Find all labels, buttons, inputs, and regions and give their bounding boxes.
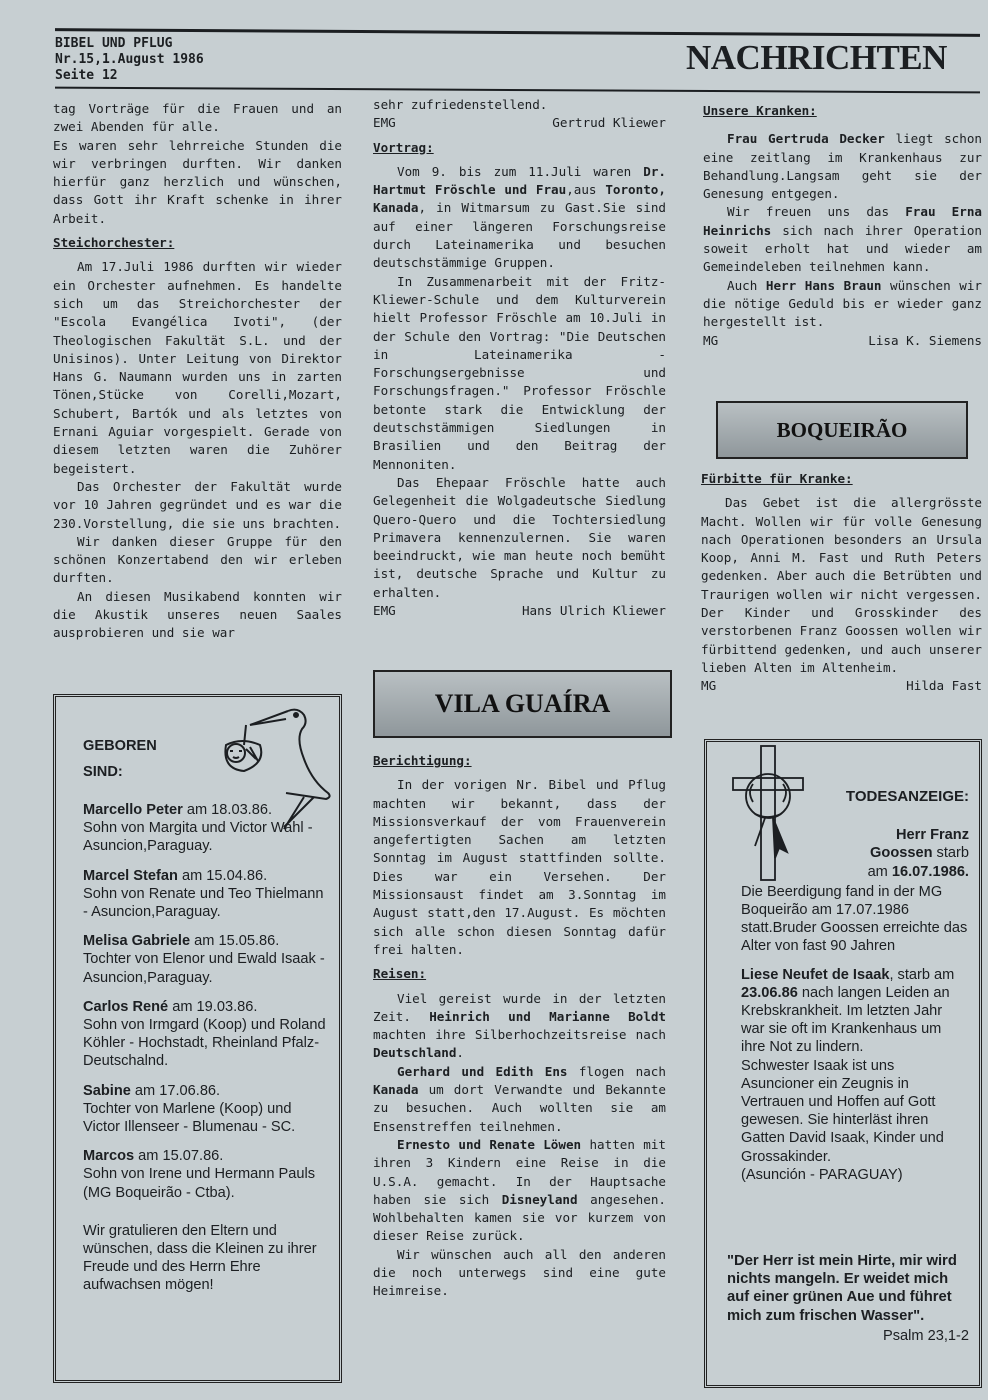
masthead-issue: Nr.15,1.August 1986 xyxy=(55,52,204,67)
col2-paragraph: Gerhard und Edith Ens flogen nach Kanada um dort Verwandte und Bekannte zu besuchen. Auch wollten sie am Ensenstreffen teilnehmen. xyxy=(373,1063,666,1134)
birth-date: am 18.03.86. xyxy=(182,802,273,818)
col1-paragraph: tag Vorträge für die Frauen und an zwei Abenden für alle. xyxy=(53,101,342,135)
col2-paragraph: sehr zufriedenstellend. xyxy=(373,97,548,112)
birth-date: am 15.07.86. xyxy=(134,1148,224,1165)
col1-paragraph: An diesen Musikabend konnten wir die Akustik unseres neuen Saales ausprobieren und sie war xyxy=(53,588,342,641)
column-3 xyxy=(703,96,982,350)
page-title: NACHRICHTEN xyxy=(686,38,947,77)
child-name: Carlos René xyxy=(83,998,169,1015)
child-name: Marcello Peter xyxy=(83,802,183,818)
signature-line xyxy=(373,602,666,620)
death-place: (Asunción - PARAGUAY) xyxy=(741,1166,903,1183)
birth-date: am 17.06.86. xyxy=(130,1082,221,1099)
child-name: Sabine xyxy=(83,1082,131,1099)
section-heading: Reisen: xyxy=(373,966,427,982)
masthead-page: Seite 12 xyxy=(55,68,118,83)
signature-author: Hilda Fast xyxy=(906,678,982,694)
column-3-lower xyxy=(701,464,982,696)
signature-author: Lisa K. Siemens xyxy=(868,332,982,348)
death-notice-heading: TODESANZEIGE: xyxy=(845,788,969,805)
col1-paragraph: Wir danken dieser Gruppe für den schönen Konzertabend den wir erleben durften. xyxy=(53,533,342,586)
col3-paragraph: Wir freuen uns das Frau Erna Heinrichs sich nach ihrer Operation soweit erholt hat und wieder am Gemeindeleben teilnehmen kann. xyxy=(703,204,982,275)
death-announcement: Liese Neufet de Isaak, starb am 23.06.86 nach langen Leiden an Krebskrankheit. Im letzten Jahr war sie oft im Krankenhaus um ihre Not zu lindern. xyxy=(741,966,955,1056)
col3-paragraph: Frau Gertruda Decker liegt schon eine zeitlang im Krankenhaus zur Behandlung.Langsam geht sie der Genesung entgegen. xyxy=(703,131,982,202)
column-2-lower xyxy=(373,746,666,1301)
col1-paragraph: Am 17.Juli 1986 durften wir wieder ein Orchester aufnehmen. Es handelte sich um das Streichorchester der "Escola Evangélica Ivoti", (der Theologischen Fakultät S.L. und der Unisinos). Unter Leitung von Direktor Hans G. Naumann wurden uns in zarten Tönen,Stücke von Corelli,Mozart, Schubert, Bartók und als letztes von Ernani Aguiar vorgespielt. Gerade von diesem letzten waren die Zuhörer begeistert. xyxy=(53,259,342,476)
child-name: Marcel Stefan xyxy=(83,867,178,884)
section-heading: Vortrag: xyxy=(373,139,434,155)
signature-org: EMG xyxy=(373,603,396,619)
bible-reference: Psalm 23,1-2 xyxy=(883,1327,969,1344)
death-paragraph: Die Beerdigung fand in der MG Boqueirão am 17.07.1986 statt.Bruder Goossen erreichte das Alter von fast 90 Jahren xyxy=(741,883,968,955)
bible-quote: "Der Herr ist mein Hirte, mir wird nichts mangeln. Er weidet mich auf einer grünen Aue und führet mich zum frischen Wasser". xyxy=(727,1253,957,1324)
signature-org: EMG xyxy=(373,115,396,131)
birth-entry xyxy=(83,1147,331,1202)
births-heading: SIND: xyxy=(83,764,123,780)
col3-paragraph: Das Gebet ist die allergrösste Macht. Wollen wir für volle Genesung nach Operationen besonders an Ursula Koop, Anni M. Fast und Ruth Peters gedenken. Aber auch die Betrübten und Traurigen wollen wir nicht vergessen. Der Kinder und Grosskinder des verstorbenen Franz Goossen wollen wir fürbittend gedenken, und auch unserer lieben Alten im Altenheim. xyxy=(701,495,982,675)
section-banner-vila-guaira: VILA GUAÍRA xyxy=(373,670,672,738)
signature-org: MG xyxy=(701,678,717,694)
section-heading: Berichtigung: xyxy=(373,753,472,768)
birth-entry xyxy=(83,932,331,987)
signature-author: Gertrud Kliewer xyxy=(552,115,666,131)
col1-paragraph: Das Orchester der Fakultät wurde vor 10 Jahren gegründet und es war die 230.Vorstellung, die sie uns brachten. xyxy=(53,478,342,531)
section-heading: Unsere Kranken: xyxy=(703,103,817,118)
death-notice-box xyxy=(704,739,982,1388)
birth-parents: Tochter von Marlene (Koop) und Victor Illenseer - Blumenau - SC. xyxy=(83,1100,296,1136)
birth-entry xyxy=(83,801,331,856)
signature-line xyxy=(373,114,666,132)
birth-date: am 15.05.86. xyxy=(190,933,280,950)
col2-paragraph: Das Ehepaar Fröschle hatte auch Gelegenheit die Wolgadeutsche Siedlung Quero-Quero und die Tochtersiedlung Primavera kennenzulernen. Sie waren beeindruckt, wie man heute noch bemüht ist, deutsche Sprache und Kultur zu erhalten. xyxy=(373,474,666,600)
birth-date: am 15.04.86. xyxy=(177,867,268,884)
col2-paragraph: Vom 9. bis zum 11.Juli waren Dr. Hartmut Fröschle und Frau,aus Toronto, Kanada, in Witmarsum zu Gast.Sie sind auf einer längeren Forschungsreise durch Lateinamerika und besuchen deutschstämmige Gruppen. xyxy=(373,163,666,271)
column-2 xyxy=(373,96,666,620)
section-banner-boqueirao: BOQUEIRÃO xyxy=(716,401,968,459)
death-paragraph: Schwester Isaak ist uns Asuncioner ein Zeugnis in Vertrauen und Hoffen auf Gott gewesen. Sie hinterläst ihren Gatten David Isaak, Kinder und Grossakinder. xyxy=(741,1057,944,1165)
birth-parents: Sohn von Irmgard (Koop) und Roland Köhler - Hochstadt, Rheinland Pfalz-Deutschalnd. xyxy=(83,1017,326,1070)
col1-paragraph: Es waren sehr lehrreiche Stunden die wir verbringen durften. Wir danken hierfür ganz herzlich und wünschen, dass Gott ihr Kraft schenke in ihrer Arbeit. xyxy=(53,137,342,226)
death-announcement: Herr Franz Goossen starb am 16.07.1986. xyxy=(867,827,969,880)
masthead-publication: BIBEL UND PFLUG xyxy=(55,36,173,51)
child-name: Marcos xyxy=(83,1148,135,1165)
col2-paragraph: In Zusammenarbeit mit der Fritz-Kliewer-Schule und dem Kulturverein hielt Professor Fröschle am 10.Juli in der Schule den Vortrag: "Die Deutschen in Lateinamerika - Forschungsergebnisse und Forschungsfragen." Professor Fröschle betonte stark die Entwicklung der deutschstämmigen Siedlungen in Brasilien und den Beitrag der Mennoniten. xyxy=(373,273,666,472)
child-name: Melisa Gabriele xyxy=(83,933,191,950)
birth-parents: Sohn von Irene und Hermann Pauls (MG Boqueirão - Ctba). xyxy=(83,1166,316,1201)
col2-paragraph: Viel gereist wurde in der letzten Zeit. Heinrich und Marianne Boldt machten ihre Silberhochzeitsreise nach Deutschland. xyxy=(373,990,667,1061)
birth-parents: Sohn von Margita und Victor Wahl - Asuncion,Paraguay. xyxy=(83,820,313,855)
birth-parents: Sohn von Renate und Teo Thielmann - Asuncion,Paraguay. xyxy=(83,885,324,921)
masthead xyxy=(55,36,204,84)
signature-org: MG xyxy=(703,332,719,348)
header-rule xyxy=(55,87,980,94)
births-heading: GEBOREN xyxy=(83,738,157,754)
births-closing: Wir gratulieren den Eltern und wünschen, dass die Kleinen zu ihrer Freude und des Herrn Ehre aufwachsen mögen! xyxy=(83,1222,317,1294)
births-box xyxy=(53,694,342,1383)
col2-paragraph: In der vorigen Nr. Bibel und Pflug machten wir bekannt, dass der Missionsverkauf der vom Frauenverein angefertigten Sachen am letzten Sonntag im August stattfinden sollte. Dies war ein Versehen. Der Missionsaust findet am 3.Sonntag im August statt,den 17.August. Es möchten sich alle schon diesen Sonntag dafür frei halten. xyxy=(373,777,666,957)
signature-line xyxy=(701,677,982,695)
signature-line xyxy=(703,332,982,350)
birth-entry xyxy=(83,867,331,922)
column-1 xyxy=(53,100,342,643)
birth-date: am 19.03.86. xyxy=(168,998,258,1015)
section-heading: Fürbitte für Kranke: xyxy=(701,471,853,486)
birth-parents: Tochter von Elenor und Ewald Isaak - Asuncion,Paraguay. xyxy=(83,951,325,986)
birth-entry xyxy=(83,1082,331,1137)
signature-author: Hans Ulrich Kliewer xyxy=(521,603,666,619)
col3-paragraph: Auch Herr Hans Braun wünschen wir die nötige Geduld bis er wieder ganz hergestellt ist. xyxy=(703,277,982,330)
col2-paragraph: Wir wünschen auch all den anderen die noch unterwegs sind eine gute Heimreise. xyxy=(373,1246,666,1299)
section-heading: Steichorchester: xyxy=(53,235,175,251)
birth-entry xyxy=(83,998,331,1071)
col2-paragraph: Ernesto und Renate Löwen hatten mit ihren 3 Kindern eine Reise in die U.S.A. gemacht. In der Hauptsache haben sie sich Disneyland angesehen. Wohlbehalten kamen sie vor kurzem von dieser Reise zurück. xyxy=(373,1136,667,1244)
